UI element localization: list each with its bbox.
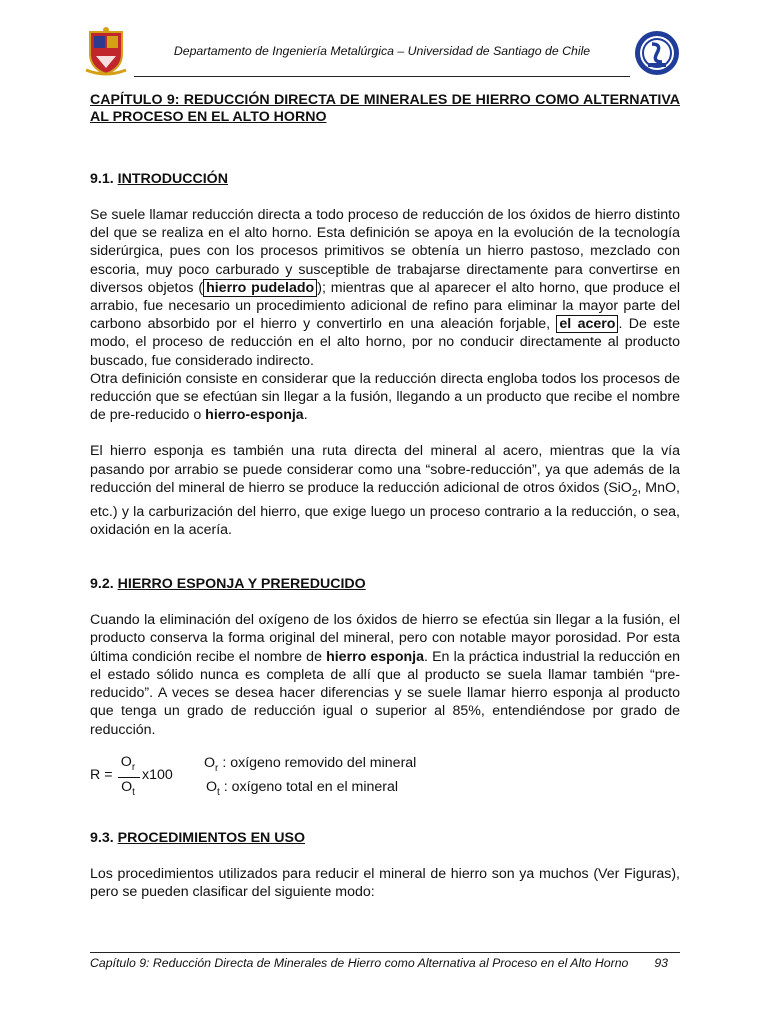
section-number: 9.2. [90,576,114,593]
section-heading-sponge-iron [90,575,680,593]
intro-paragraph-1 [90,206,680,370]
symbol: O [121,778,133,795]
definition-total-oxygen [206,779,398,798]
section-heading-intro [90,170,680,188]
subscript: 2 [631,487,638,499]
text-run: . [303,407,308,424]
symbol: O [206,778,218,795]
definition-text: : oxígeno total en el mineral [219,778,399,795]
page-header [82,26,682,78]
formula-lhs: R = [90,766,113,783]
term-hierro-esponja: hierro-esponja [205,407,304,424]
text-run: Se suele llamar reducción directa a todo proceso de reducción de los óxidos de hierro distinto del que se realiza en el alto horno. Esta definición se apoya en la evolución de la tecnología siderúrgica, pues con los procesos primitivos se obtenía un hierro pastoso, mezclado con escoria, muy poco carburado y susceptible de trabajarse directamente para convertirse en diversos objetos ( [90,207,680,296]
footer-chapter-title: Capítulo 9: Reducción Directa de Minerales de Hierro como Alternativa al Proceso en el Alto Horno [90,956,629,970]
intro-paragraph-3 [90,442,680,539]
subscript: t [217,786,220,798]
subscript: r [131,761,136,773]
formula-fraction [118,753,138,802]
term-el-acero: el acero [556,315,618,333]
definition-removed-oxygen [204,755,416,774]
sponge-iron-paragraph [90,611,680,738]
text-run: Otra definición consiste en considerar que la reducción directa engloba todos los procesos de reducción que se efectúan sin llegar a la fusión, llegando a un producto que recibe el nombre de pre-reducido o [90,370,680,424]
symbol: O [204,754,216,771]
subscript: r [215,762,219,774]
page-number: 93 [654,956,668,970]
subscript: t [132,786,135,798]
text-run: . En la práctica industrial la reducción en el estado sólido nunca es completa de allí que al producto se suela llamar también “pre-reducido”. A veces se desea hacer diferencias y se suele llamar hierro esponja al producto que tenga un grado de reducción igual o superior al 85%, entendiéndose por grado de reducción. [90,648,680,738]
section-number: 9.1. [90,171,114,187]
text-run: Cuando la eliminación del oxígeno de los óxidos de hierro se efectúa sin llegar a la fusión, el producto conserva la forma original del mineral, pero con notable mayor porosidad. Por esta última condición recibe el nombre de [90,612,680,665]
procedures-paragraph: Los procedimientos utilizados para reducir el mineral de hierro son ya muchos (Ver Figuras), pero se pueden clasificar del siguiente modo: [90,865,680,900]
reduction-degree-formula [90,753,680,809]
section-title: PROCEDIMIENTOS EN USO [117,829,305,846]
header-title: Departamento de Ingeniería Metalúrgica – Universidad de Santiago de Chile [173,44,591,58]
section-heading-procedures [90,829,680,847]
department-seal-icon [634,30,680,76]
text-run: ); mientras que al aparecer el alto horno, que produce el arrabio, fue necesario un procedimiento adicional de refino para eliminar la mayor parte del carbono absorbido por el hierro y convertirlo en una aleación forjable, [90,279,681,333]
term-hierro-esponja: hierro esponja [326,648,425,665]
symbol: O [120,753,132,770]
page-body [90,92,680,901]
text-run: El hierro esponja es también una ruta directa del mineral al acero, mientras que la vía pasando por arrabio se puede considerar como una “sobre-reducción”, ya que además de la reducción del mineral de hierro se produce la reducción adicional de otros óxidos (SiO [90,443,680,496]
formula-numerator [118,753,138,777]
intro-paragraph-2 [90,370,680,425]
term-hierro-pudelado: hierro pudelado [203,279,317,297]
text-run: . De este modo, el proceso de reducción en el alto horno, por no conducir directamente al producto buscado, fue considerado indirecto. [90,316,681,369]
chapter-title: CAPÍTULO 9: REDUCCIÓN DIRECTA DE MINERALES DE HIERRO COMO ALTERNATIVA AL PROCESO EN EL ALTO HORNO [90,92,680,125]
section-number: 9.3. [90,829,114,846]
page-footer [90,952,680,973]
header-rule [134,76,630,77]
formula-denominator [118,778,138,802]
section-title: INTRODUCCIÓN [117,171,228,187]
definition-text: : oxígeno removido del mineral [218,754,417,771]
text-run: , MnO, etc.) y la carburización del hierro, que exige luego un proceso contrario a la reducción, o sea, oxidación en la acería. [90,479,680,539]
formula-multiplier: x100 [142,766,173,783]
section-title: HIERRO ESPONJA Y PREREDUCIDO [117,576,366,593]
